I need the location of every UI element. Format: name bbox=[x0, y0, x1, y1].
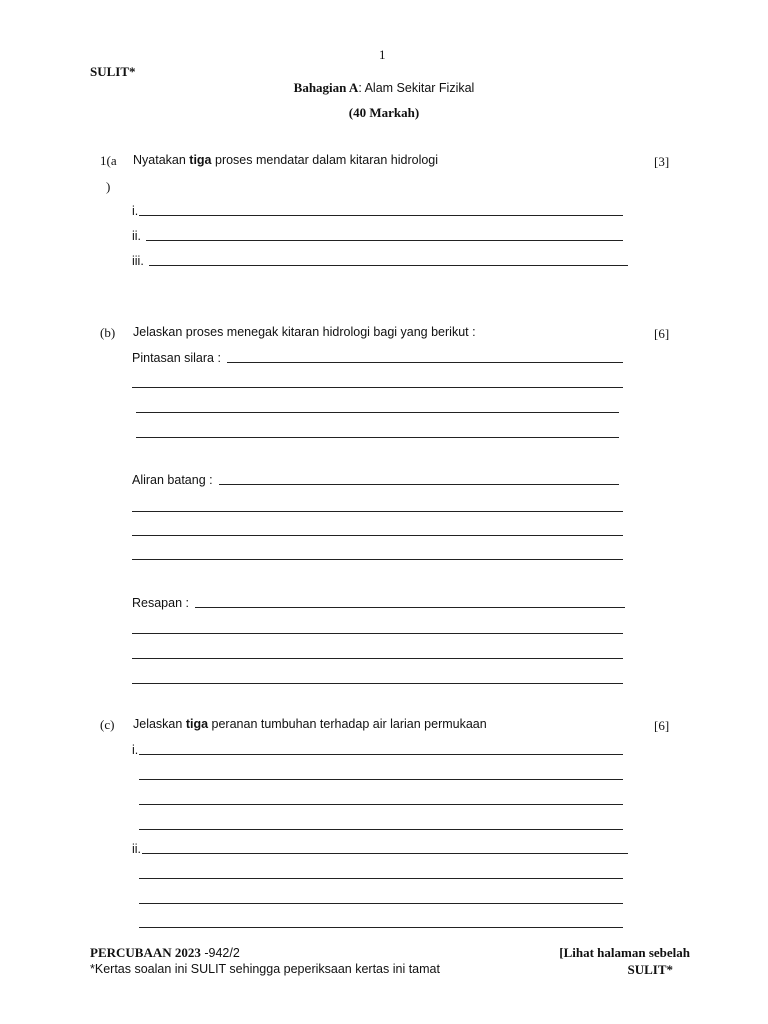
q1c-answer-line[interactable] bbox=[139, 779, 623, 780]
q1a-item-iii-label: iii. bbox=[132, 254, 144, 268]
q1b-aliran-label: Aliran batang : bbox=[132, 473, 213, 487]
q1c-answer-line-i[interactable] bbox=[132, 741, 623, 757]
answer-underline bbox=[195, 607, 625, 608]
q1b-pintasan-label: Pintasan silara : bbox=[132, 351, 221, 365]
footer-next-page: [Lihat halaman sebelah bbox=[559, 945, 690, 960]
answer-underline bbox=[219, 484, 619, 485]
answer-underline bbox=[146, 240, 623, 241]
q1c-item-ii-label: ii. bbox=[132, 842, 142, 856]
footer-exam-bold: PERCUBAAN 2023 bbox=[90, 945, 201, 960]
q1b-answer-line[interactable] bbox=[132, 559, 623, 560]
q1a-text-before: Nyatakan bbox=[133, 153, 190, 167]
q1a-question-text bbox=[133, 153, 438, 167]
q1b-question-text: Jelaskan proses menegak kitaran hidrologi bagi yang berikut : bbox=[133, 325, 476, 339]
section-title-rest: : Alam Sekitar Fizikal bbox=[358, 81, 475, 95]
footer-note: *Kertas soalan ini SULIT sehingga peperiksaan kertas ini tamat bbox=[90, 962, 440, 976]
q1c-item-i-label: i. bbox=[132, 743, 139, 757]
q1b-resapan-label: Resapan : bbox=[132, 596, 189, 610]
answer-underline bbox=[139, 754, 623, 755]
q1b-answer-line[interactable] bbox=[132, 633, 623, 634]
q1a-item-i-label: i. bbox=[132, 204, 139, 218]
q1b-answer-line[interactable] bbox=[136, 412, 619, 413]
q1a-text-after: proses mendatar dalam kitaran hidrologi bbox=[211, 153, 439, 167]
q1b-aliran-line[interactable] bbox=[132, 471, 619, 487]
q1c-question-text bbox=[133, 717, 487, 731]
section-marks: (40 Markah) bbox=[348, 105, 420, 120]
q1b-answer-line[interactable] bbox=[132, 535, 623, 536]
q1b-answer-line[interactable] bbox=[132, 658, 623, 659]
answer-underline bbox=[227, 362, 623, 363]
q1b-answer-line[interactable] bbox=[132, 683, 623, 684]
q1b-answer-line[interactable] bbox=[132, 511, 623, 512]
q1b-answer-line[interactable] bbox=[132, 387, 623, 388]
answer-underline bbox=[142, 853, 628, 854]
q1c-text-bold: tiga bbox=[185, 717, 209, 731]
q1b-number: (b) bbox=[100, 325, 116, 340]
q1c-number: (c) bbox=[100, 717, 115, 732]
page-number: 1 bbox=[379, 47, 386, 62]
q1c-answer-line-ii[interactable] bbox=[132, 840, 628, 856]
q1b-answer-line[interactable] bbox=[136, 437, 619, 438]
q1c-text-after: peranan tumbuhan terhadap air larian permukaan bbox=[208, 717, 487, 731]
q1c-answer-line[interactable] bbox=[139, 804, 623, 805]
q1c-text-before: Jelaskan bbox=[133, 717, 186, 731]
footer-exam-title bbox=[90, 945, 240, 961]
q1c-answer-line[interactable] bbox=[139, 903, 623, 904]
answer-underline bbox=[139, 215, 623, 216]
q1a-number: 1(a bbox=[100, 153, 117, 168]
section-title-bold: Bahagian A bbox=[293, 80, 359, 95]
q1a-answer-line-i[interactable] bbox=[132, 202, 623, 218]
footer-exam-code: -942/2 bbox=[200, 946, 240, 960]
q1a-number-paren: ) bbox=[106, 179, 111, 194]
q1b-marks: [6] bbox=[654, 326, 670, 341]
q1a-text-bold: tiga bbox=[189, 153, 212, 167]
q1a-answer-line-ii[interactable] bbox=[132, 227, 623, 243]
section-title bbox=[0, 80, 768, 96]
q1b-pintasan-line[interactable] bbox=[132, 349, 623, 365]
q1c-answer-line[interactable] bbox=[139, 829, 623, 830]
q1b-resapan-line[interactable] bbox=[132, 594, 625, 610]
q1c-marks: [6] bbox=[654, 718, 670, 733]
q1a-marks: [3] bbox=[654, 154, 670, 169]
q1a-item-ii-label: ii. bbox=[132, 229, 142, 243]
q1c-answer-line[interactable] bbox=[139, 878, 623, 879]
q1a-answer-line-iii[interactable] bbox=[132, 252, 628, 268]
q1c-answer-line[interactable] bbox=[139, 927, 623, 928]
footer-sulit-label: SULIT* bbox=[627, 962, 673, 977]
answer-underline bbox=[149, 265, 628, 266]
sulit-header-label: SULIT* bbox=[90, 64, 136, 79]
